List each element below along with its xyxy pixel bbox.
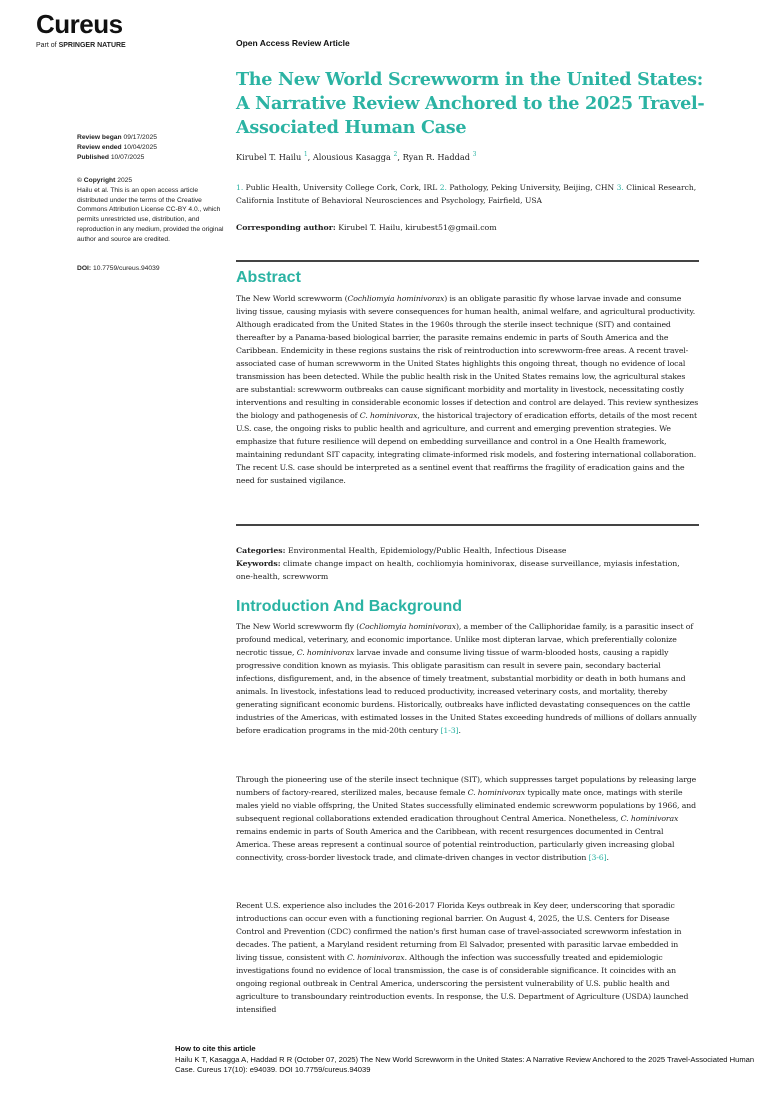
copyright-block: © Copyright 2025 Hailu et al. This is an open access article distributed under the terms of the Creative Commons Attribution License CC-BY 4.0., which permits unrestricted use, distribution, and reproduction in any medium, provided the original author and source are credited. <box>77 176 227 245</box>
author-name[interactable]: Ryan R. Haddad <box>402 152 470 162</box>
intro-heading: Introduction And Background <box>236 598 463 615</box>
logo-wordmark: Cureus <box>36 9 123 39</box>
author-list: Kirubel T. Hailu $^1$, Alousious Kasagga $^2$, Ryan R. Haddad $^3$ <box>236 151 477 162</box>
author-name[interactable]: Kirubel T. Hailu <box>236 152 302 162</box>
doi-link[interactable]: 10.7759/cureus.94039 <box>92 265 160 272</box>
citation-link[interactable]: [3-6] <box>588 853 607 862</box>
categories-keywords: Categories: Environmental Health, Epidemiology/Public Health, Infectious Disease Keywords: climate change impact on health, cochliomyia hominivorax, disease surveillance, myiasis infestation, one-health, screwworm <box>236 546 680 581</box>
article-title: The New World Screwworm in the United States: A Narrative Review Anchored to the 2025 Travel- Associated Human Case <box>236 69 705 138</box>
abstract-text: The New World screwworm (Cochliomyia hominivorax) is an obligate parasitic fly whose larvae invade and consume living tissue, causing myiasis with severe consequences for human health, animal welfare, and agricultural productivity. Although eradicated from the United States in the 1960s through the sterile insect technique (SIT) and contained thereafter by a Panama-based biological barrier, the parasite remains endemic in parts of South America and the Caribbean. Endemicity in these regions sustains the risk of reintroduction into screwworm-free areas. A recent travel-associated case of human screwworm in the United States highlights this ongoing threat, though no evidence of local transmission has been detected. While the public health risk in the United States remains low, the agricultural stakes are substantial: screwworm outbreaks can cause significant morbidity and mortality in livestock, necessitating costly interventions and resulting in considerable economic losses if detection and control are delayed. This review synthesizes the biology and pathogenesis of C. hominivorax, the historical trajectory of eradication efforts, details of the most recent U.S. case, the ongoing risks to public health and agriculture, and current and emerging prevention strategies. We emphasize that future resilience will depend on embedding surveillance and control in a One Health framework, maintaining redundant SIT capacity, integrating climate-informed risk models, and fostering international collaboration. The recent U.S. case should be interpreted as a sentinel event that reaffirms the fragility of eradication gains and the need for sustained vigilance. <box>236 294 699 485</box>
corresponding-author: Corresponding author: Kirubel T. Hailu, kirubest51@gmail.com <box>236 223 497 232</box>
author-name[interactable]: Alousious Kasagga <box>312 152 391 162</box>
review-dates: Review began 09/17/2025 Review ended 10/04/2025 Published 10/07/2025 <box>77 134 157 161</box>
cureus-logo[interactable] <box>36 10 126 50</box>
article-type-label: Open Access Review Article <box>236 38 350 48</box>
citation-link[interactable]: [1-3] <box>440 726 459 735</box>
abstract-heading: Abstract <box>236 269 301 286</box>
how-to-cite-label: How to cite this article <box>175 1044 256 1053</box>
how-to-cite <box>175 1044 765 1076</box>
abstract-top-rule <box>236 260 699 262</box>
intro-paragraph-3: Recent U.S. experience also includes the 2016-2017 Florida Keys outbreak in Key deer, underscoring that sporadic introductions can occur even with a functioning regional barrier. On August 4, 2025, the U.S. Centers for Disease Control and Prevention (CDC) confirmed the nation's first human case of travel-associated screwworm infestation in decades. The patient, a Maryland resident returning from El Salvador, presented with parasitic larvae embedded in living tissue, consistent with C. hominivorax. Although the infection was successfully treated and epidemiologic investigations found no evidence of local transmission, the case is of considerable significance. It coincides with an ongoing regional outbreak in Central America, underscoring the persistent vulnerability of U.S. public health and agriculture to transboundary reintroduction events. In response, the U.S. Department of Agriculture (USDA) launched intensified <box>236 901 689 1014</box>
how-to-cite-text: Hailu K T, Kasagga A, Haddad R R (October 07, 2025) The New World Screwworm in the United States: A Narrative Review Anchored to the 2025 Travel-Associated Human Case. Cureus 17(10): e94039. DOI 10.7759/cureus.94039 <box>175 1054 755 1074</box>
doi-block: DOI: 10.7759/cureus.94039 <box>77 265 160 272</box>
logo-subtitle: Part of SPRINGER NATURE <box>36 42 126 49</box>
intro-paragraph-1: The New World screwworm fly (Cochliomyia hominivorax), a member of the Calliphoridae family, is a parasitic insect of profound medical, veterinary, and economic importance. Unlike most dipteran larvae, which preferentially colonize necrotic tissue, C. hominivorax larvae invade and consume living tissue of warm-blooded hosts, causing a rapidly progressive condition known as myiasis. This obligate parasitism can result in severe pain, secondary bacterial infections, disfigurement, and, in the absence of timely treatment, substantial morbidity or death in both humans and animals. In livestock, infestations lead to reduced productivity, increased veterinary costs, and mortality, thereby generating significant economic burdens. Historically, outbreaks have inflicted devastating consequences on the cattle industries of the Americas, with estimated losses in the United States exceeding hundreds of millions of dollars annually before eradication programs in the mid-20th century [1-3]. <box>236 622 697 735</box>
intro-paragraph-2: Through the pioneering use of the sterile insect technique (SIT), which suppresses target populations by releasing large numbers of factory-reared, sterilized males, because female C. hominivorax typically mate once, matings with sterile males yield no viable offspring, the United States successfully eliminated endemic screwworm populations by 1966, and subsequent regional collaborations extended eradication throughout Central America. Nonetheless, C. hominivorax remains endemic in parts of South America and the Caribbean, with recent resurgences documented in Central America. These areas represent a continual source of potential reintroduction, particularly given increasing global connectivity, cross-border livestock trade, and climate-driven changes in vector distribution [3-6]. <box>236 775 697 862</box>
abstract-bottom-rule <box>236 524 699 526</box>
license-text: Hailu et al. This is an open access article distributed under the terms of the Creative Commons Attribution License CC-BY 4.0., which permits unrestricted use, distribution, and reproduction in any medium, provided the original author and source are credited. <box>77 186 224 243</box>
affiliations: 1. Public Health, University College Cork, Cork, IRL 2. Pathology, Peking University, Beijing, CHN 3. Clinical Research, California Institute of Behavioral Neurosciences and Psychology, Fairfield, USA <box>236 183 697 205</box>
